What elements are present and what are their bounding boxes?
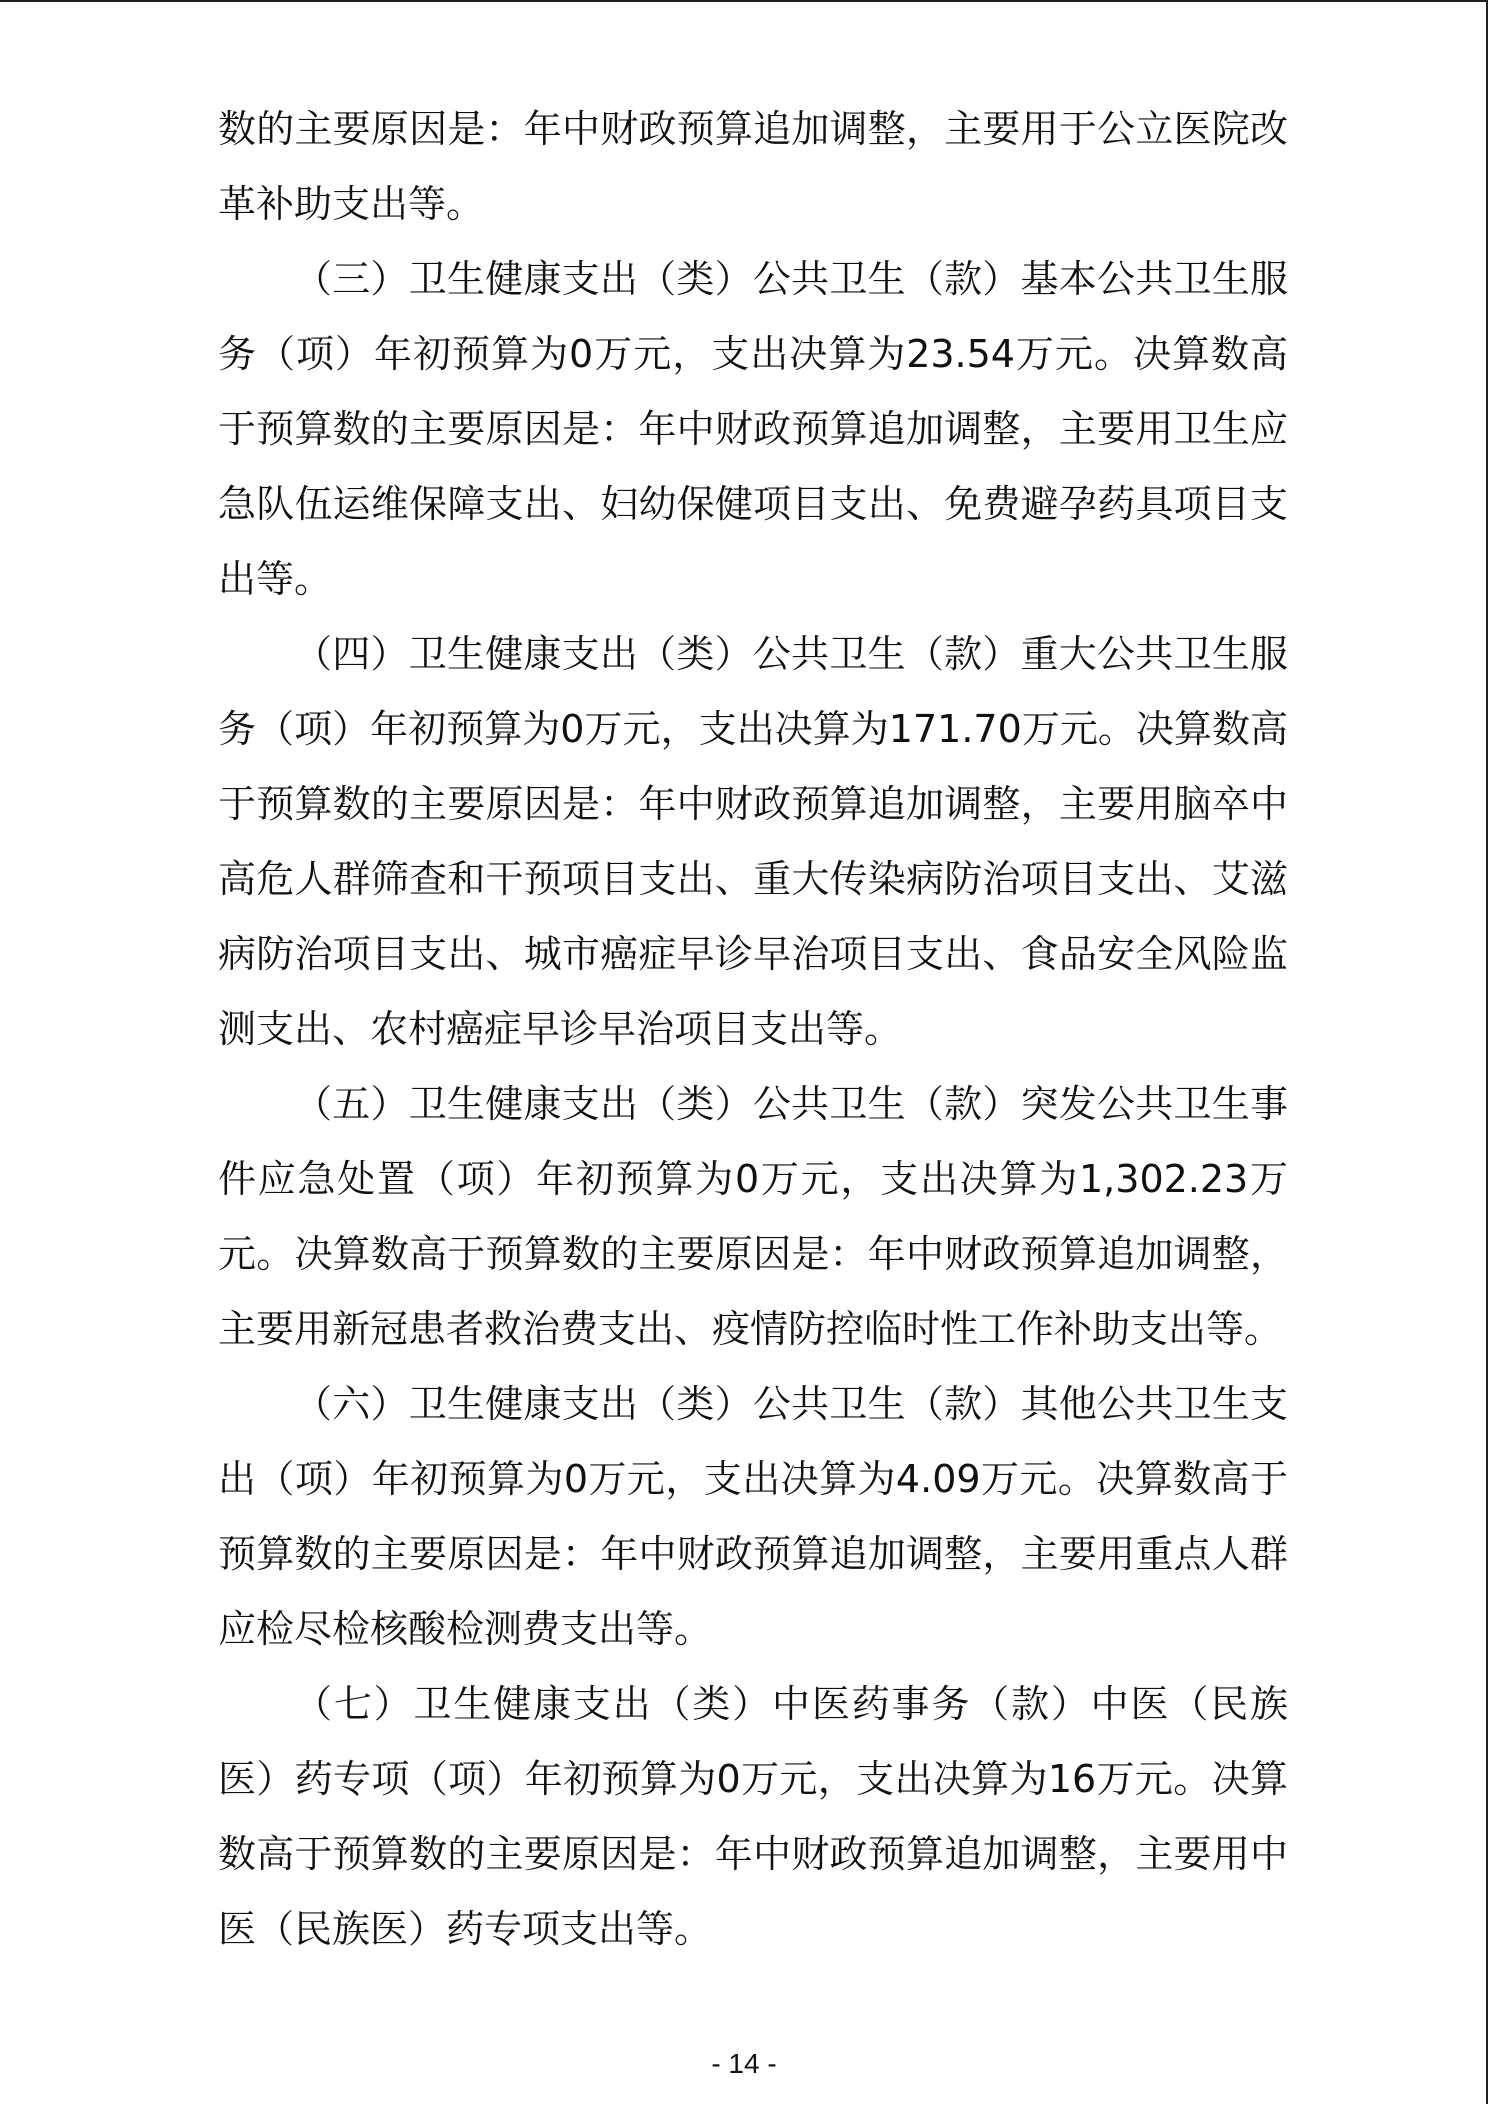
body-text bbox=[218, 92, 1288, 1967]
paragraph-item-4: （四）卫生健康支出（类）公共卫生（款）重大公共卫生服务（项）年初预算为0万元，支出决算为171.70万元。决算数高于预算数的主要原因是：年中财政预算追加调整，主要用脑卒中高危人群筛查和干预项目支出、重大传染病防治项目支出、艾滋病防治项目支出、城市癌症早诊早治项目支出、食品安全风险监测支出、农村癌症早诊早治项目支出等。 bbox=[218, 632, 1288, 1051]
paragraph-item-3: （三）卫生健康支出（类）公共卫生（款）基本公共卫生服务（项）年初预算为0万元，支出决算为23.54万元。决算数高于预算数的主要原因是：年中财政预算追加调整，主要用卫生应急队伍运维保障支出、妇幼保健项目支出、免费避孕药具项目支出等。 bbox=[218, 257, 1288, 601]
paragraph-item-7: （七）卫生健康支出（类）中医药事务（款）中医（民族医）药专项（项）年初预算为0万元，支出决算为16万元。决算数高于预算数的主要原因是：年中财政预算追加调整，主要用中医（民族医）药专项支出等。 bbox=[218, 1682, 1288, 1951]
paragraph-continued: 数的主要原因是：年中财政预算追加调整，主要用于公立医院改革补助支出等。 bbox=[218, 107, 1288, 226]
paragraph-item-5: （五）卫生健康支出（类）公共卫生（款）突发公共卫生事件应急处置（项）年初预算为0万元，支出决算为1,302.23万元。决算数高于预算数的主要原因是：年中财政预算追加调整，主要用新冠患者救治费支出、疫情防控临时性工作补助支出等。 bbox=[218, 1082, 1288, 1351]
paragraph-item-6: （六）卫生健康支出（类）公共卫生（款）其他公共卫生支出（项）年初预算为0万元，支出决算为4.09万元。决算数高于预算数的主要原因是：年中财政预算追加调整，主要用重点人群应检尽检核酸检测费支出等。 bbox=[218, 1382, 1288, 1651]
page-number: - 14 - bbox=[711, 2048, 777, 2079]
